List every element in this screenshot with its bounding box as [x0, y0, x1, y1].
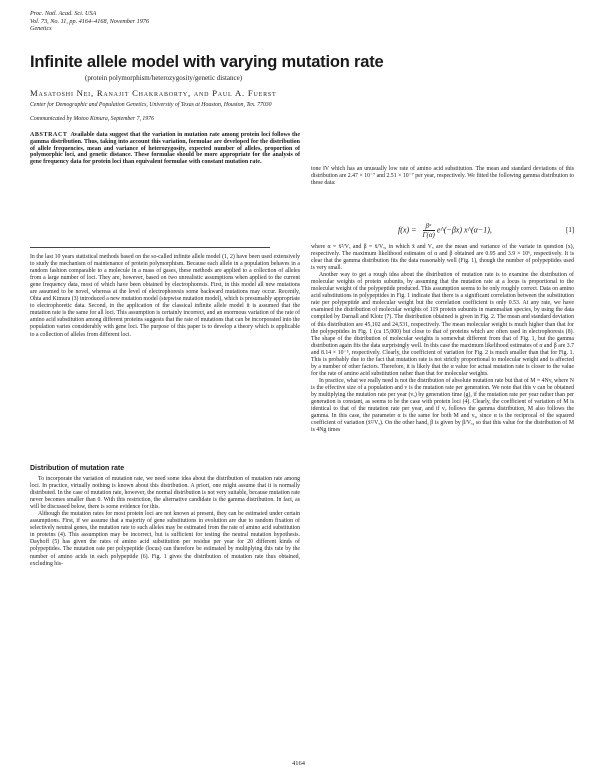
author-list: Masatoshi Nei, Ranajit Chakraborty, and Paul A. Fuerst — [30, 88, 277, 98]
right-column-body — [311, 244, 574, 434]
abstract-text: Available data suggest that the variation in mutation rate among protein loci follows the gamma distribution. Thus, taking into account this variation, formulae are developed for the distribution of allele frequencies, mean and variance of heterozygosity, expected number of alleles, proportion of polymorphic loci, and genetic distance. These formulae should be more appropriate for the analysis of gene frequency data for protein loci than equivalent formulae with constant mutation rate. — [30, 132, 300, 166]
introduction — [30, 254, 300, 339]
equation-lhs: f(x) = — [398, 225, 417, 235]
section-paragraph-1: To incorporate the variation of mutation rate, we need some idea about the distribution of mutation rate among loci. In practice, virtually nothing is known about this distribution. A priori, one might assume that it is normally distributed. In the case of mutation rate, however, the normal distribution is not very suitable, because mutation rate never becomes smaller than 0. With this restriction, the alternative candidate is the gamma distribution. In fact, as will be discussed below, there is some evidence for this. — [30, 476, 300, 511]
page-number: 4164 — [292, 760, 305, 767]
affiliation: Center for Demographic and Population Genetics, University of Texas at Houston, Houston, Tex. 77030 — [30, 102, 272, 108]
equation-tail: e^(−βx) x^(α−1), — [436, 225, 492, 235]
right-column-top — [311, 166, 574, 187]
equation-number: [1] — [566, 226, 575, 234]
right-paragraph-continued: tone IV which has an unusually low rate of amino acid substitution. The mean and standard deviations of this distribution are 2.47 × 10⁻⁷ and 2.51 × 10⁻⁷ per year, respectively. We fitted the following gamma distribution to these data: — [311, 166, 574, 187]
paper-subtitle: (protein polymorphism/heterozygosity/genetic distance) — [85, 74, 243, 82]
right-paragraph-1: where α = x̄²/Vₓ and β = x̄/Vₓ, in which x̄ and Vₓ are the mean and variance of the variate in question (x), respectively. The maximum likelihood estimates of α and β obtained are 0.95 and 3.9 × 10⁶, respectively. It is clear that the gamma distribution fits the data reasonably well (Fig. 1), though the number of polypeptides used is very small. — [311, 244, 574, 272]
section-paragraph-2: Although the mutation rates for most protein loci are not known at present, they can be estimated under certain assumptions. First, if we assume that a majority of gene substitutions in evolution are due to random fixation of selectively neutral genes, the mutation rate to such alleles may be estimated from the rate of amino acid substitution in proteins (4). This assumption may be incorrect, but is sufficient for testing the neutral mutation hypothesis. Dayhoff (5) has given the rates of amino acid substitution per residue per year for 20 different kinds of polypeptides. The mutation rate per polypeptide (locus) can therefore be estimated by multiplying this rate by the number of amino acids in each polypeptide (6). Fig. 1 gives the distribution of mutation rate thus obtained, excluding his- — [30, 511, 300, 567]
journal-header — [30, 10, 330, 33]
intro-paragraph: In the last 10 years statistical methods based on the so-called infinite allele model (1, 2) have been used extensively to study the mechanism of maintenance of protein polymorphism. Because each allele in a population behaves in a random fashion comparable to a molecule in a mass of gases, these methods are applied to a collection of alleles from a large number of loci. They are, however, based on two unrealistic assumptions when applied to the current gene frequency data, most of which have been obtained by electrophoresis. First, in this model all new mutations are assumed to be novel, whereas at the level of electrophoresis some backward mutations may occur. Recently, Ohta and Kimura (3) introduced a new mutation model (stepwise mutation model), which is presumably appropriate to electrophoretic data. Second, in the application of the classical infinite allele model it is assumed that the mutation rate is the same for all loci. This assumption is certainly incorrect, and an enormous variation of the rate of amino acid substitution among different proteins suggests that the rate of mutations that can be incorporated into the population varies considerably with gene loci. The purpose of this paper is to develop a theory which is applicable to a collection of alleles from different loci. — [30, 254, 300, 338]
journal-name: Proc. Natl. Acad. Sci. USA — [30, 10, 97, 17]
section-body-left — [30, 476, 300, 568]
abstract — [30, 132, 300, 166]
abstract-label: ABSTRACT — [30, 132, 68, 138]
equation-fraction — [423, 222, 435, 239]
journal-volume: Vol. 73, No. 11, pp. 4164–4168, November 1976 — [30, 17, 149, 25]
right-paragraph-2: Another way to get a rough idea about the distribution of mutation rate is to examine the distribution of molecular weights of protein subunits, by assuming that the mutation rate at a locus is proportional to the molecular weight of the polypeptide produced. This assumption seems to be only roughly correct. Data on amino acid substitutions in polypeptides in Fig. 1 indicate that there is a significant correlation between the substitution rate per polypeptide and molecular weight but the correlation coefficient is only 0.53. At any rate, we have examined the distribution of molecular weights of 119 protein subunits in mammalian species, by using the data compiled by Darnall and Klotz (7). The distribution obtained is given in Fig. 2. The mean and standard deviation of this distribution are 45,102 and 24,531, respectively. The mean molecular weight is much higher than that for the polypeptides in Fig. 1 (ca 15,000) but close to that of proteins which are often used in electrophoresis (8). The shape of the distribution of molecular weights is somewhat different from that of Fig. 1, but the gamma distribution again fits the data surprisingly well. In this case the maximum likelihood estimates of α and β are 3.7 and 8.14 × 10⁻⁵, respectively. Clearly, the coefficient of variation for Fig. 2 is much smaller than that for Fig. 1. This is probably due to the fact that mutation rate is not strictly proportional to molecular weight and is affected by a number of other factors. Therefore, it is likely that the α value for actual mutation rate is closer to the value for the rate of amino acid substitution rather than that for molecular weights. — [311, 272, 574, 377]
equation-1 — [398, 222, 492, 239]
paper-title: Infinite allele model with varying mutation rate — [30, 53, 384, 71]
equation-numerator: βᵅ — [423, 222, 435, 231]
section-heading: Distribution of mutation rate — [30, 465, 125, 472]
communicated-by: Communicated by Motoo Kimura, September 7, 1976 — [30, 116, 154, 122]
journal-section: Genetics — [30, 25, 52, 33]
right-paragraph-3: In practice, what we really need is not the distribution of absolute mutation rate but that of M = 4Nv, where N is the effective size of a population and v is the mutation rate per generation. We note that this v can be obtained by multiplying the mutation rate per year (vᵧ) by generation time (g), if the mutation rate per year rather than per generation is constant, as seems to be the case with protein loci (4). Clearly, the coefficient of variation of M is identical to that of the mutation rate per year, and if vᵧ follows the gamma distribution, M also follows the gamma. In this case, the parameter α is the same for both M and vᵧ, since α is the reciprocal of the squared coefficient of variation (x̄²/Vₓ). On the other hand, β is given by β/Vₓ, so that this value for the distribution of M is 4Ng times — [311, 377, 574, 434]
abstract-divider — [30, 247, 270, 248]
equation-denominator: Γ(α) — [422, 231, 435, 239]
